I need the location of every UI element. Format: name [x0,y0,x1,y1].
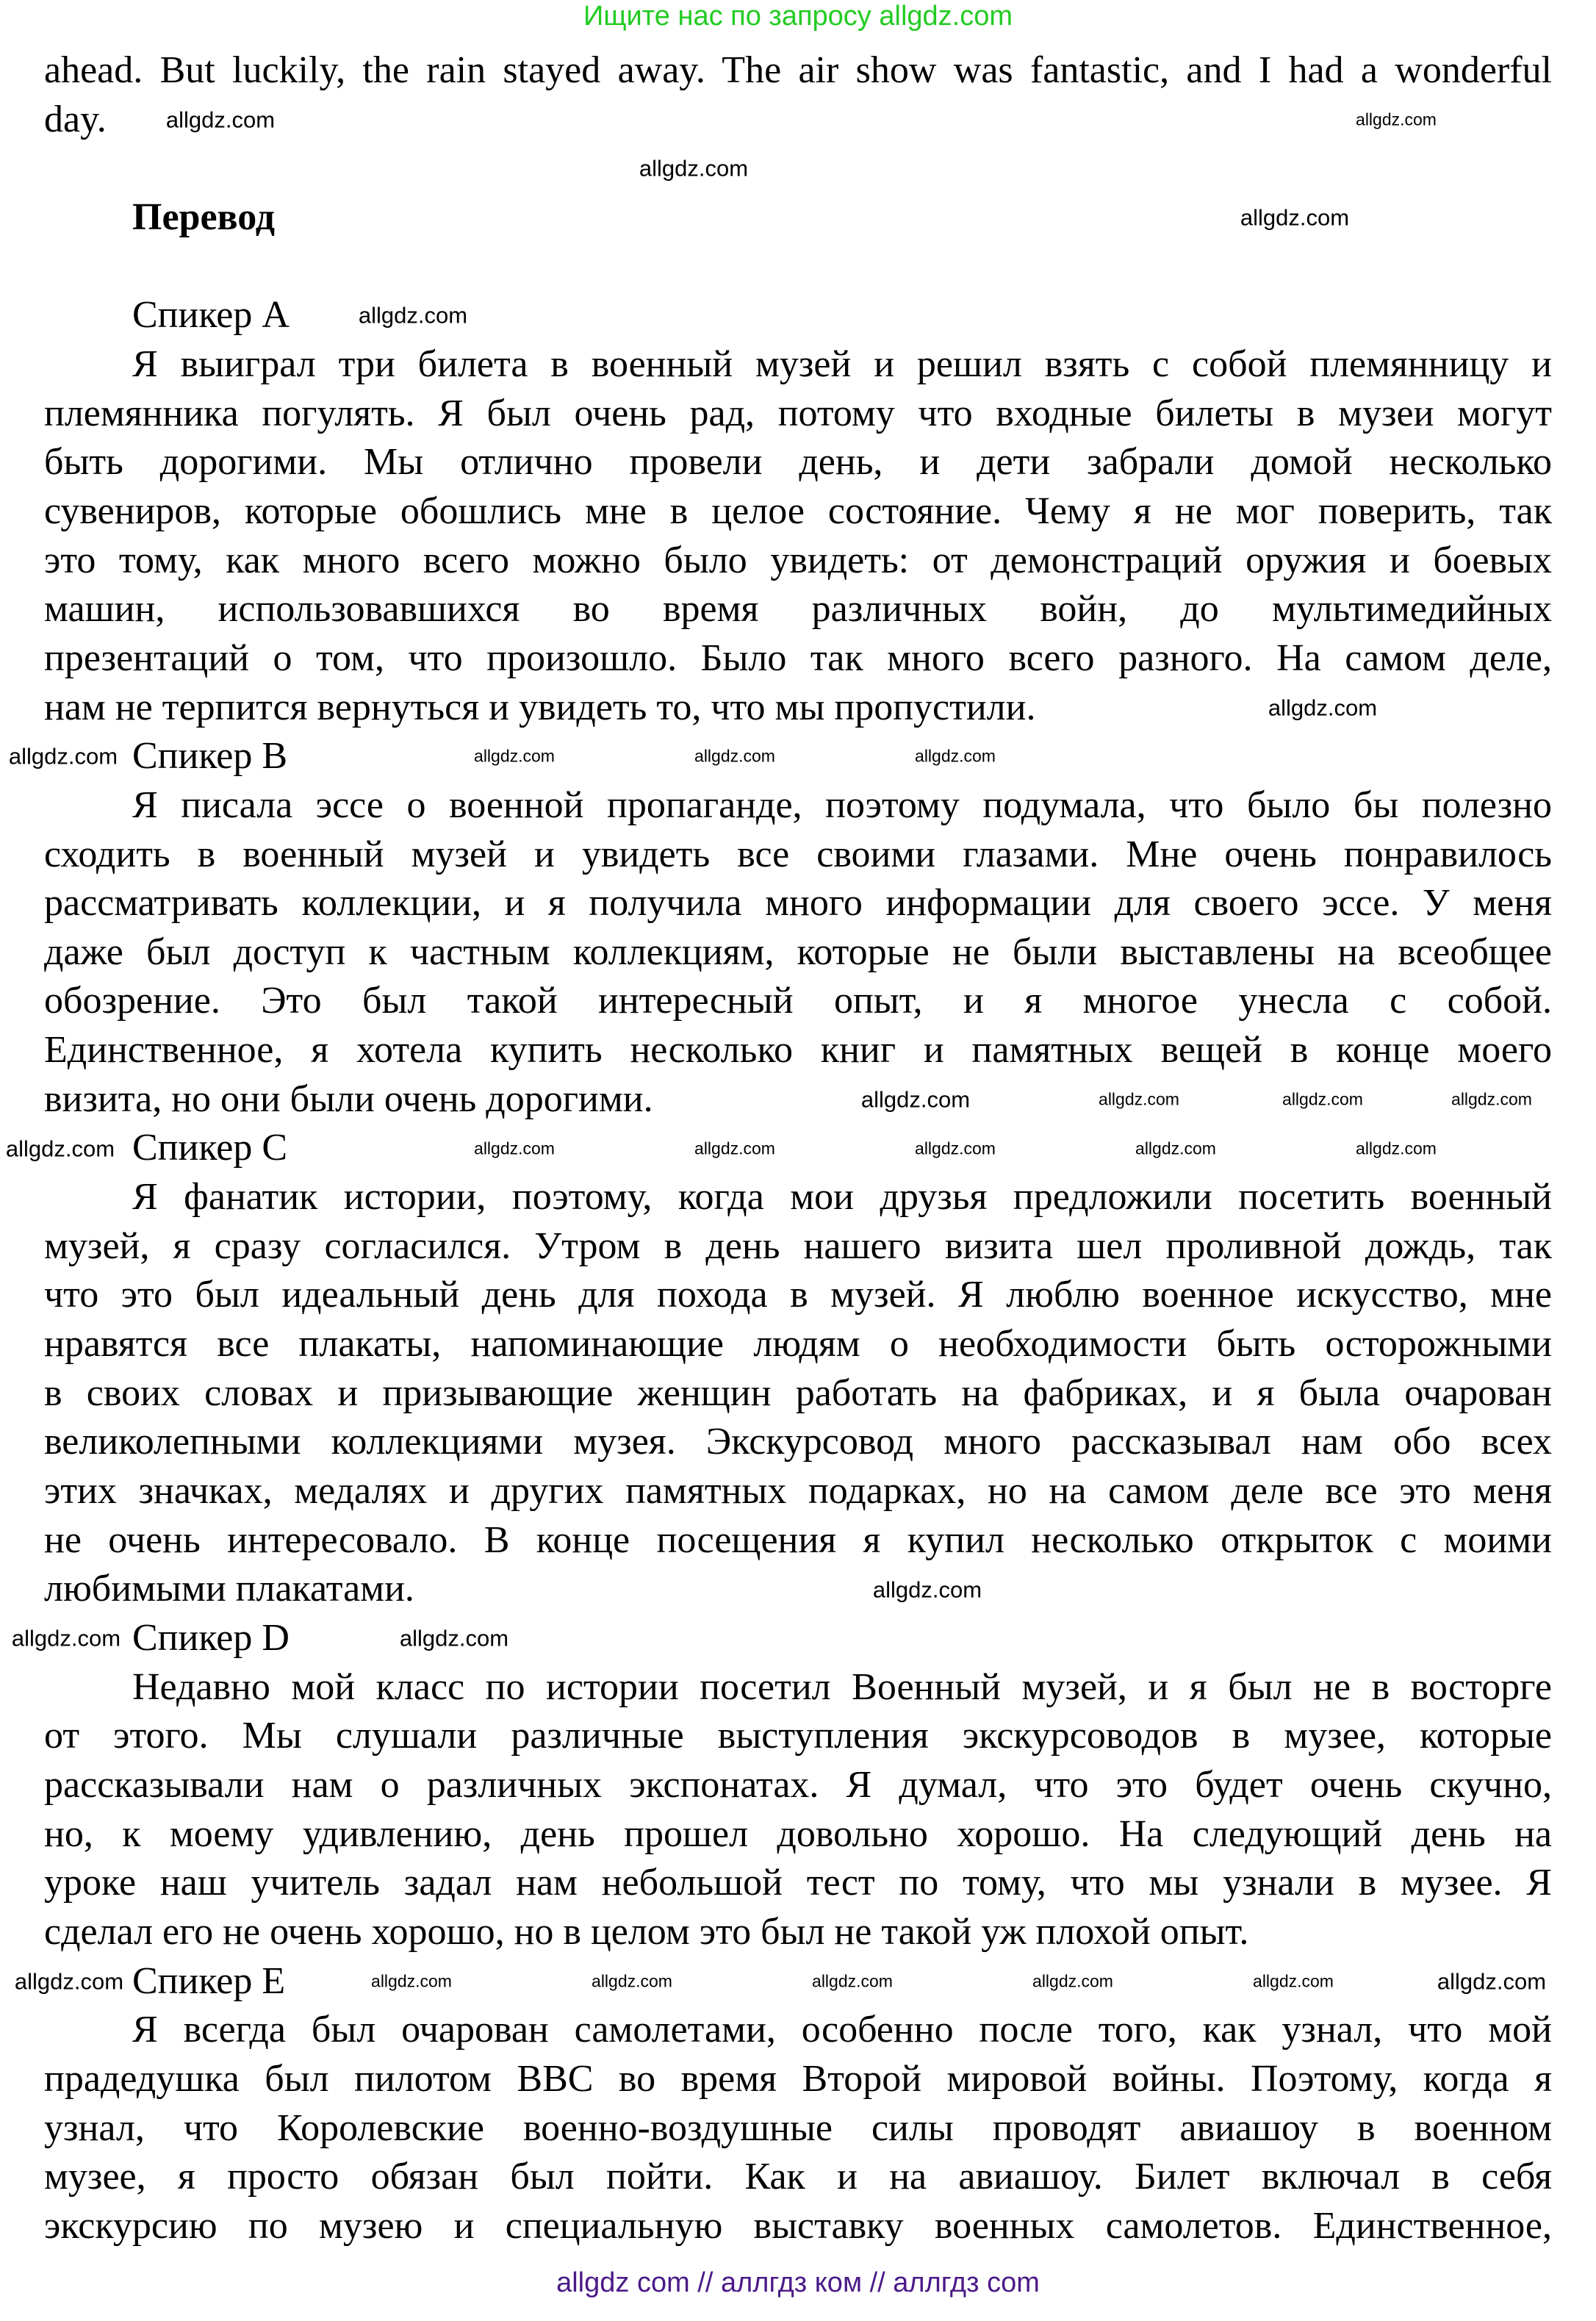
paragraph-line: Я выиграл три билета в военный музей и решил взять с собой племянницу и [132,342,1552,385]
paragraph-line: рассматривать коллекции, и я получила много информации для своего эссе. У меня [44,882,1552,925]
watermark-text: allgdz.com [694,1138,775,1158]
paragraph-line: Я фанатик истории, поэтому, когда мои друзья предложили посетить военный [132,1176,1552,1219]
intro-line: ahead. But luckily, the rain stayed away. The air show was fantastic, and I had a wonderful [44,49,1552,91]
watermark-text: allgdz.com [371,1971,452,1991]
paragraph-line: рассказывали нам о различных экспонатах. Я думал, что это будет очень скучно, [44,1763,1552,1806]
watermark-text: allgdz.com [812,1971,893,1991]
watermark-text: allgdz.com [8,743,118,770]
paragraph-line: это тому, как много всего можно было увидеть: от демонстраций оружия и боевых [44,539,1552,581]
watermark-text: allgdz.com [399,1625,509,1651]
paragraph-line: Я писала эссе о военной пропаганде, поэтому подумала, что было бы полезно [132,783,1552,826]
paragraph-line: музей, я сразу согласился. Утром в день нашего визита шел проливной дождь, так [44,1224,1552,1267]
watermark-text: allgdz.com [1032,1971,1113,1991]
speaker-heading: Спикер D [132,1617,290,1659]
watermark-text: allgdz.com [1437,1968,1547,1995]
watermark-text: allgdz.com [1451,1089,1532,1109]
paragraph-line: в своих словах и призывающие женщин работать на фабриках, и я была очарован [44,1371,1552,1414]
watermark-text: allgdz.com [915,1138,996,1158]
watermark-text: allgdz.com [1240,204,1350,231]
speaker-heading: Спикер C [132,1127,288,1169]
watermark-text: allgdz.com [1282,1089,1363,1109]
watermark-text: allgdz.com [1356,110,1437,129]
paragraph-line: от этого. Мы слушали различные выступления экскурсоводов в музее, которые [44,1715,1552,1757]
intro-line: day. [44,98,107,140]
paragraph-line: любимыми плакатами. [44,1568,414,1610]
paragraph-line: сувениров, которые обошлись мне в целое состояние. Чему я не мог поверить, так [44,489,1552,532]
watermark-text: allgdz.com [1135,1138,1216,1158]
watermark-text: allgdz.com [694,746,775,766]
paragraph-line: визита, но они были очень дорогими. [44,1077,653,1120]
watermark-text: allgdz.com [11,1625,121,1651]
paragraph-line: машин, использовавшихся во время различных войн, до мультимедийных [44,588,1552,631]
translation-heading: Перевод [132,195,276,238]
paragraph-line: Я всегда был очарован самолетами, особенно после того, как узнал, что мой [132,2009,1552,2051]
watermark-text: allgdz.com [474,1138,555,1158]
paragraph-line: сходить в военный музей и увидеть все своими глазами. Мне очень понравилось [44,833,1552,875]
watermark-text: allgdz.com [639,155,749,182]
watermark-text: allgdz.com [165,107,276,133]
watermark-text: allgdz.com [860,1086,971,1113]
watermark-text: allgdz.com [915,746,996,766]
paragraph-line: быть дорогими. Мы отлично провели день, и дети забрали домой несколько [44,441,1552,484]
watermark-text: allgdz.com [1253,1971,1334,1991]
paragraph-line: сделал его не очень хорошо, но в целом это был не такой уж плохой опыт. [44,1910,1249,1953]
paragraph-line: узнал, что Королевские военно-воздушные силы проводят авиашоу в военном [44,2106,1552,2149]
watermark-text: allgdz.com [14,1968,124,1995]
speaker-heading: Спикер B [132,735,288,778]
speaker-heading: Спикер A [132,294,290,337]
watermark-text: allgdz.com [474,746,555,766]
footer-watermark[interactable]: allgdz com // аллгдз ком // аллгдз com [556,2267,1040,2298]
paragraph-line: презентаций о том, что произошло. Было так много всего разного. На самом деле, [44,636,1552,679]
paragraph-line: уроке наш учитель задал нам небольшой тест по тому, что мы узнали в музее. Я [44,1862,1552,1904]
paragraph-line: великолепными коллекциями музея. Экскурсовод много рассказывал нам обо всех [44,1421,1552,1463]
paragraph-line: Единственное, я хотела купить несколько книг и памятных вещей в конце моего [44,1029,1552,1072]
paragraph-line: этих значках, медалях и других памятных подарках, но на самом деле все это меня [44,1470,1552,1513]
watermark-text: allgdz.com [1099,1089,1179,1109]
search-banner[interactable]: Ищите нас по запросу allgdz.com [583,1,1013,32]
paragraph-line: экскурсию по музею и специальную выставку военных самолетов. Единственное, [44,2204,1552,2247]
paragraph-line: даже был доступ к частным коллекциям, которые не были выставлены на всеобщее [44,930,1552,973]
paragraph-line: музее, я просто обязан был пойти. Как и на авиашоу. Билет включал в себя [44,2156,1552,2198]
paragraph-line: не очень интересовало. В конце посещения я купил несколько открыток с моими [44,1518,1552,1561]
paragraph-line: что это был идеальный день для похода в музей. Я люблю военное искусство, мне [44,1274,1552,1316]
watermark-text: allgdz.com [1268,695,1378,721]
speaker-heading: Спикер E [132,1959,286,2002]
document-body [44,46,1552,2251]
blank-line [44,243,1552,292]
blank-line [44,144,1552,193]
watermark-text: allgdz.com [358,302,468,329]
paragraph-line: племянника погулять. Я был очень рад, потому что входные билеты в музеи могут [44,392,1552,434]
watermark-text: allgdz.com [1356,1138,1437,1158]
paragraph-line: но, к моему удивлению, день прошел довольно хорошо. На следующий день на [44,1812,1552,1855]
paragraph-line: нам не терпится вернуться и увидеть то, что мы пропустили. [44,686,1036,728]
paragraph-line: Недавно мой класс по истории посетил Военный музей, и я был не в восторге [132,1665,1552,1708]
paragraph-line: прадедушка был пилотом ВВС во время Второй мировой войны. Поэтому, когда я [44,2057,1552,2100]
watermark-text: allgdz.com [592,1971,672,1991]
paragraph-line: нравятся все плакаты, напоминающие людям о необходимости быть осторожными [44,1323,1552,1366]
watermark-text: allgdz.com [5,1136,115,1162]
paragraph-line: обозрение. Это был такой интересный опыт, и я многое унесла с собой. [44,980,1552,1022]
watermark-text: allgdz.com [872,1576,982,1603]
